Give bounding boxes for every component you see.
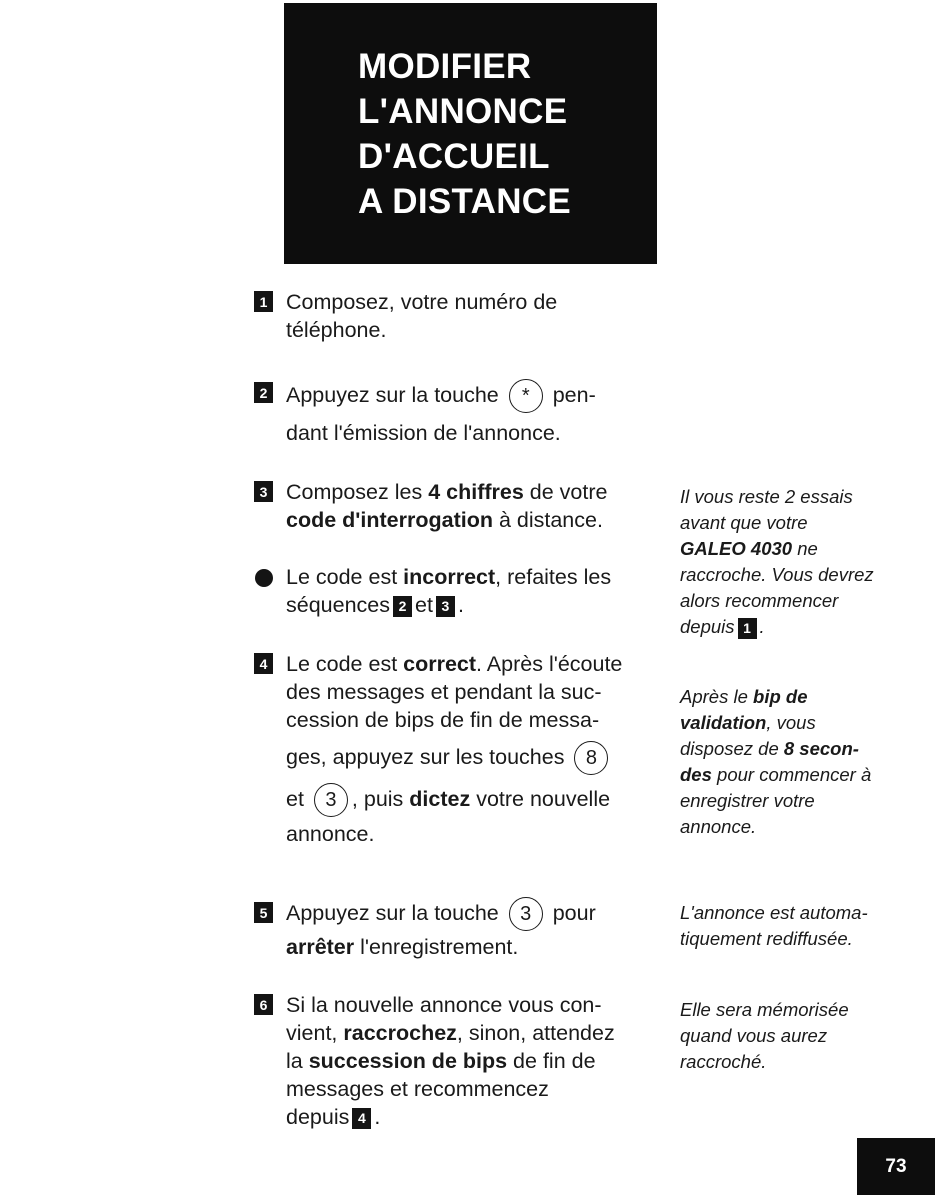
note-bold: 8 secon- (783, 738, 859, 759)
step-text (286, 563, 654, 619)
title-line: MODIFIER (358, 46, 532, 86)
text-segment: votre nouvelle (470, 787, 611, 811)
step-marker: 2 (254, 382, 273, 403)
note-segment: depuis (680, 616, 735, 637)
side-note-1 (680, 484, 920, 640)
text-segment: Appuyez sur la touche (286, 383, 499, 407)
note-bold: validation (680, 712, 767, 733)
step-marker: 1 (254, 291, 273, 312)
text-segment: Appuyez sur la touche (286, 901, 499, 925)
text-segment: de fin de (507, 1049, 596, 1073)
text-segment: . (457, 593, 464, 617)
note-line: raccroché. (680, 1051, 767, 1072)
title-line: D'ACCUEIL (358, 136, 550, 176)
text-line: messages et recommencez (286, 1077, 549, 1101)
step-text (286, 895, 654, 961)
step-3 (254, 478, 654, 534)
key-3-icon: 3 (314, 783, 348, 817)
bullet-icon (255, 569, 273, 587)
text-segment: et (415, 593, 433, 617)
text-bold: dictez (409, 787, 471, 811)
step-2 (254, 377, 654, 447)
side-note-3 (680, 900, 920, 952)
text-segment: . (374, 1105, 381, 1129)
bullet-item (254, 563, 654, 619)
note-line: annonce. (680, 816, 757, 837)
step-marker: 6 (254, 994, 273, 1015)
title-line: L'ANNONCE (358, 91, 568, 131)
text-segment: à distance. (492, 508, 603, 532)
text-bold: code d'interrogation (286, 508, 493, 532)
step-text (286, 377, 654, 447)
text-line: Si la nouvelle annonce vous con- (286, 993, 602, 1017)
text-line: annonce. (286, 822, 375, 846)
text-segment: séquences (286, 593, 390, 617)
note-line: raccroche. Vous devrez (680, 564, 874, 585)
text-segment: Composez les (286, 480, 429, 504)
note-line: tiquement rediffusée. (680, 928, 853, 949)
text-segment: vient, (286, 1021, 344, 1045)
step-marker: 1 (738, 618, 757, 639)
note-line: avant que votre (680, 512, 808, 533)
note-bold: GALEO 4030 (680, 538, 793, 559)
note-bold: des (680, 764, 712, 785)
text-segment: et (286, 787, 304, 811)
step-1 (254, 288, 654, 344)
step-marker: 3 (254, 481, 273, 502)
text-bold: incorrect (403, 565, 496, 589)
key-8-icon: 8 (574, 741, 608, 775)
note-line: Elle sera mémorisée (680, 999, 849, 1020)
step-marker: 2 (393, 596, 412, 617)
text-segment: la (286, 1049, 309, 1073)
step-text (286, 650, 654, 848)
text-segment: Le code est (286, 565, 404, 589)
text-segment: de votre (523, 480, 608, 504)
title-line: A DISTANCE (358, 181, 571, 221)
step-marker: 3 (436, 596, 455, 617)
text-segment: ges, appuyez sur les touches (286, 745, 565, 769)
note-segment: Après le (680, 686, 754, 707)
step-5 (254, 895, 654, 961)
side-note-4 (680, 997, 920, 1075)
page-title (284, 3, 657, 264)
key-3-icon: 3 (509, 897, 543, 931)
text-line: Composez, votre numéro de (286, 290, 558, 314)
note-segment: ne (792, 538, 818, 559)
page-number: 73 (857, 1138, 935, 1195)
note-segment: . (759, 616, 765, 637)
text-segment: , refaites les (495, 565, 612, 589)
side-note-2 (680, 684, 920, 840)
text-bold: 4 chiffres (428, 480, 524, 504)
step-4 (254, 650, 654, 848)
note-segment: disposez de (680, 738, 784, 759)
star-key-icon: * (509, 379, 543, 413)
text-line: cession de bips de fin de messa- (286, 708, 600, 732)
text-segment: pour (552, 901, 596, 925)
step-marker: 4 (352, 1108, 371, 1129)
step-6 (254, 991, 654, 1131)
text-segment: l'enregistrement. (354, 935, 519, 960)
text-bold: arrêter (286, 935, 355, 960)
text-line: dant l'émission de l'annonce. (286, 421, 561, 446)
note-segment: , vous (766, 712, 816, 733)
text-line: téléphone. (286, 318, 387, 342)
note-line: quand vous aurez (680, 1025, 828, 1046)
note-line: Il vous reste 2 essais (680, 486, 853, 507)
step-text (286, 991, 654, 1131)
text-bold: correct (403, 652, 477, 676)
text-line: des messages et pendant la suc- (286, 680, 602, 704)
text-bold: succession de bips (308, 1049, 508, 1073)
step-marker: 5 (254, 902, 273, 923)
note-line: alors recommencer (680, 590, 839, 611)
text-segment: . Après l'écoute (476, 652, 623, 676)
text-segment: , sinon, attendez (456, 1021, 615, 1045)
note-line: enregistrer votre (680, 790, 815, 811)
step-text (286, 288, 654, 344)
step-marker: 4 (254, 653, 273, 674)
text-segment: , puis (351, 787, 410, 811)
note-segment: pour commencer à (711, 764, 872, 785)
note-bold: bip de (753, 686, 808, 707)
text-segment: depuis (286, 1105, 350, 1129)
text-segment: pen- (552, 383, 596, 407)
step-text (286, 478, 654, 534)
text-segment: Le code est (286, 652, 404, 676)
note-line: L'annonce est automa- (680, 902, 868, 923)
text-bold: raccrochez (343, 1021, 457, 1045)
